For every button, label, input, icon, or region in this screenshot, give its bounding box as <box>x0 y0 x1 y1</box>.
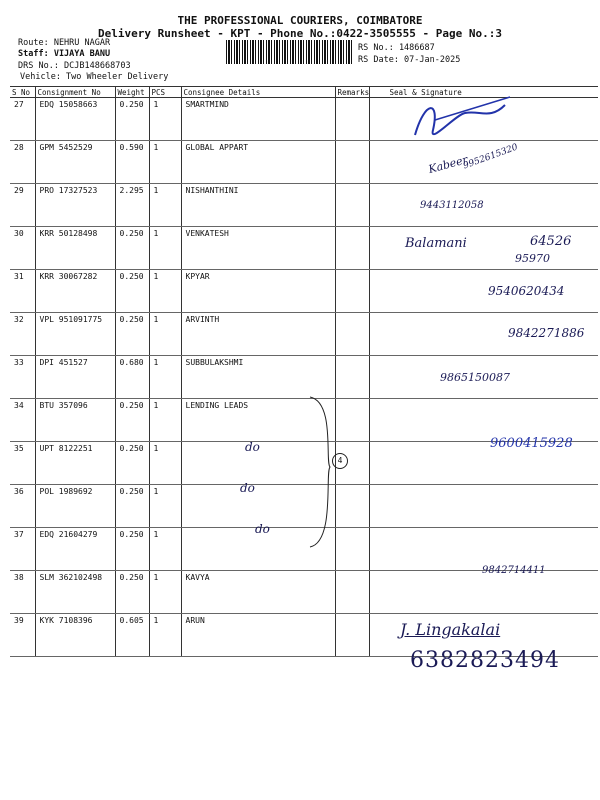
col-consignment: Consignment No <box>35 87 115 98</box>
handwritten-phone-32: 9842271886 <box>508 326 585 340</box>
col-seal-signature: Seal & Signature <box>369 87 598 98</box>
cell-consignee: GLOBAL APPART <box>181 141 335 184</box>
cell-consignee: LENDING LEADS <box>181 399 335 442</box>
handwritten-phone-31: 9540620434 <box>488 284 565 298</box>
cell-pcs: 1 <box>149 442 181 485</box>
cell-pcs: 1 <box>149 141 181 184</box>
handwritten-phone-29: 9443112058 <box>420 200 484 211</box>
cell-weight: 0.250 <box>115 571 149 614</box>
col-consignee: Consignee Details <box>181 87 335 98</box>
col-weight: Weight <box>115 87 149 98</box>
runsheet-title: Delivery Runsheet - KPT - Phone No.:0422-3505555 - Page No.:3 <box>98 27 502 40</box>
cell-weight: 0.250 <box>115 399 149 442</box>
table-row <box>10 571 598 614</box>
cell-pcs: 1 <box>149 571 181 614</box>
cell-sno: 38 <box>10 571 35 614</box>
cell-weight: 0.250 <box>115 98 149 141</box>
table-row <box>10 485 598 528</box>
cell-remarks <box>335 270 369 313</box>
cell-consignee: ARVINTH <box>181 313 335 356</box>
handwritten-name-39: J. Lingakalai <box>400 620 501 639</box>
cell-pcs: 1 <box>149 356 181 399</box>
cell-seal-signature <box>369 485 598 528</box>
col-sno: S No <box>10 87 35 98</box>
cell-sno: 39 <box>10 614 35 657</box>
handwritten-phone-28: 9952615320 <box>462 142 520 172</box>
cell-weight: 0.250 <box>115 270 149 313</box>
cell-weight: 2.295 <box>115 184 149 227</box>
cell-consignment: EDQ 21604279 <box>35 528 115 571</box>
cell-remarks <box>335 614 369 657</box>
cell-sno: 34 <box>10 399 35 442</box>
cell-remarks <box>335 571 369 614</box>
cell-sno: 28 <box>10 141 35 184</box>
cell-pcs: 1 <box>149 313 181 356</box>
cell-sno: 27 <box>10 98 35 141</box>
cell-remarks <box>335 528 369 571</box>
cell-pcs: 1 <box>149 270 181 313</box>
col-remarks: Remarks <box>335 87 369 98</box>
cell-consignment: POL 1989692 <box>35 485 115 528</box>
handwritten-phone-38: 9842714411 <box>482 565 546 576</box>
cell-sno: 29 <box>10 184 35 227</box>
cell-consignment: KRR 50128498 <box>35 227 115 270</box>
cell-remarks <box>335 399 369 442</box>
cell-pcs: 1 <box>149 485 181 528</box>
cell-consignee: NISHANTHINI <box>181 184 335 227</box>
cell-weight: 0.250 <box>115 528 149 571</box>
cell-remarks <box>335 485 369 528</box>
cell-consignee: KPYAR <box>181 270 335 313</box>
cell-consignee: ARUN <box>181 614 335 657</box>
cell-consignment: VPL 951091775 <box>35 313 115 356</box>
cell-pcs: 1 <box>149 399 181 442</box>
handwritten-name-30: Balamani <box>405 236 467 251</box>
col-pcs: PCS <box>149 87 181 98</box>
staff-label: Staff: VIJAYA BANU <box>18 49 111 59</box>
cell-weight: 0.250 <box>115 485 149 528</box>
handwritten-phone-39: 6382823494 <box>410 648 560 673</box>
cell-weight: 0.250 <box>115 313 149 356</box>
ditto-mark-37: do <box>255 522 270 536</box>
cell-pcs: 1 <box>149 98 181 141</box>
cell-pcs: 1 <box>149 528 181 571</box>
cell-pcs: 1 <box>149 184 181 227</box>
cell-sno: 36 <box>10 485 35 528</box>
cell-consignee: KAVYA <box>181 571 335 614</box>
ditto-mark-36: do <box>240 481 255 495</box>
cell-weight: 0.590 <box>115 141 149 184</box>
table-row <box>10 227 598 270</box>
handwritten-phone-30b: 95970 <box>515 252 550 265</box>
brace-mark <box>305 392 335 552</box>
cell-remarks <box>335 356 369 399</box>
barcode <box>226 40 352 64</box>
circle-mark: 4 <box>332 453 348 469</box>
handwritten-phone-33: 9865150087 <box>440 371 510 384</box>
company-title: THE PROFESSIONAL COURIERS, COIMBATORE <box>177 14 423 27</box>
cell-weight: 0.250 <box>115 442 149 485</box>
cell-consignment: UPT 8122251 <box>35 442 115 485</box>
cell-remarks <box>335 313 369 356</box>
cell-consignee: SUBBULAKSHMI <box>181 356 335 399</box>
cell-remarks <box>335 227 369 270</box>
cell-sno: 37 <box>10 528 35 571</box>
cell-pcs: 1 <box>149 227 181 270</box>
cell-sno: 33 <box>10 356 35 399</box>
route-label: Route: NEHRU NAGAR <box>18 38 111 48</box>
cell-consignment: BTU 357096 <box>35 399 115 442</box>
cell-sno: 30 <box>10 227 35 270</box>
cell-remarks <box>335 98 369 141</box>
cell-remarks <box>335 141 369 184</box>
cell-remarks <box>335 184 369 227</box>
cell-sno: 32 <box>10 313 35 356</box>
cell-consignment: KYK 7108396 <box>35 614 115 657</box>
cell-sno: 31 <box>10 270 35 313</box>
cell-weight: 0.605 <box>115 614 149 657</box>
cell-weight: 0.680 <box>115 356 149 399</box>
cell-consignment: SLM 362102498 <box>35 571 115 614</box>
drs-label: DRS No.: DCJB148668703 <box>18 61 131 71</box>
cell-consignee: VENKATESH <box>181 227 335 270</box>
cell-pcs: 1 <box>149 614 181 657</box>
handwritten-phone-35: 9600415928 <box>490 436 573 451</box>
cell-consignment: GPM 5452529 <box>35 141 115 184</box>
cell-seal-signature <box>369 571 598 614</box>
cell-consignment: PRO 17327523 <box>35 184 115 227</box>
vehicle-label: Vehicle: Two Wheeler Delivery <box>20 72 169 82</box>
cell-sno: 35 <box>10 442 35 485</box>
cell-consignment: EDQ 15058663 <box>35 98 115 141</box>
cell-consignee: SMARTMIND <box>181 98 335 141</box>
handwritten-name-28: Kabeer <box>427 153 470 176</box>
handwritten-phone-30a: 64526 <box>530 234 572 249</box>
cell-consignment: KRR 30067282 <box>35 270 115 313</box>
rs-date: RS Date: 07-Jan-2025 <box>358 55 461 65</box>
signature-scribble-27 <box>395 95 525 150</box>
cell-weight: 0.250 <box>115 227 149 270</box>
table-row <box>10 184 598 227</box>
ditto-mark-35: do <box>245 440 260 454</box>
rs-number: RS No.: 1486687 <box>358 43 435 53</box>
cell-consignment: DPI 451527 <box>35 356 115 399</box>
